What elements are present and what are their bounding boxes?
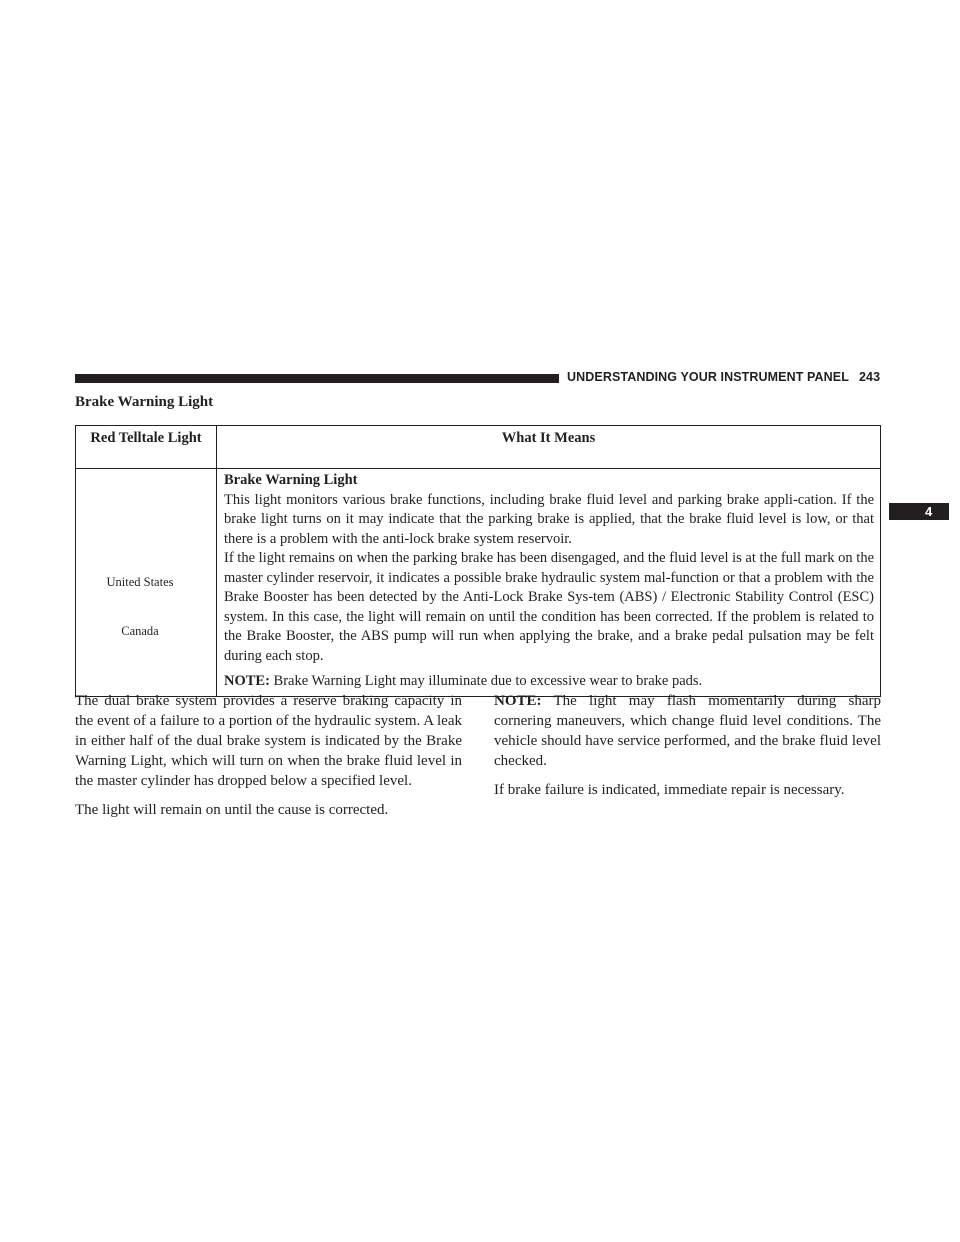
- telltale-table: [75, 425, 881, 697]
- meaning-paragraph-1: This light monitors various brake functions, including brake fluid level and parking brake appli-cation. If the brake light turns on it may indicate that the parking brake is applied, that the brake fluid level is low, or that there is a problem with the anti-lock brake system reservoir.: [224, 491, 874, 547]
- section-heading: Brake Warning Light: [75, 394, 214, 410]
- table-row: [76, 469, 881, 697]
- body-paragraph-remain-on: The light will remain on until the cause is corrected.: [75, 802, 389, 818]
- meaning-title: Brake Warning Light: [224, 472, 358, 488]
- header-rule: [75, 374, 559, 383]
- body-note-label: NOTE:: [494, 693, 542, 709]
- note-text: Brake Warning Light may illuminate due to excessive wear to brake pads.: [269, 673, 703, 689]
- table-header-row: [76, 426, 881, 469]
- body-paragraph-repair: If brake failure is indicated, immediate repair is necessary.: [494, 782, 845, 798]
- meaning-note: [224, 672, 874, 692]
- body-paragraph-dual-brake: The dual brake system provides a reserve braking capacity in the event of a failure to a portion of the hydraulic system. A leak in either half of the dual brake system is indicated by the Brake Warning Light, which will turn on when the brake fluid level in the master cylinder has dropped below a specified level.: [75, 693, 462, 789]
- telltale-cell: [76, 469, 217, 697]
- header-red-telltale-light: Red Telltale Light: [76, 426, 217, 469]
- page-number: 243: [858, 370, 881, 384]
- right-column: [494, 691, 881, 809]
- meaning-paragraph-2: If the light remains on when the parking brake has been disengaged, and the fluid level is at the full mark on the master cylinder reservoir, it indicates a possible brake hydraulic system mal-function or that a problem with the Brake Booster has been detected by the Anti-Lock Brake Sys-tem (ABS) / Electronic Stability Control (ESC) system. In this case, the light will remain on until the condition has been corrected. If the problem is related to the Brake Booster, the ABS pump will run when applying the brake, and a brake pedal pulsation may be felt during each stop.: [224, 550, 874, 664]
- body-note: [494, 691, 881, 771]
- region-label-canada: Canada: [121, 624, 159, 638]
- note-label: NOTE:: [224, 673, 270, 689]
- region-label-united-states: United States: [106, 575, 174, 589]
- running-header: [567, 370, 880, 384]
- left-column: [75, 691, 462, 829]
- chapter-tab: 4: [889, 503, 949, 520]
- meaning-cell: [217, 469, 881, 697]
- header-what-it-means: What It Means: [217, 426, 881, 469]
- chapter-title: UNDERSTANDING YOUR INSTRUMENT PANEL: [567, 370, 849, 384]
- body-note-text: The light may flash momentarily during sharp cornering maneuvers, which change fluid level conditions. The vehicle should have service performed, and the brake fluid level checked.: [494, 693, 881, 769]
